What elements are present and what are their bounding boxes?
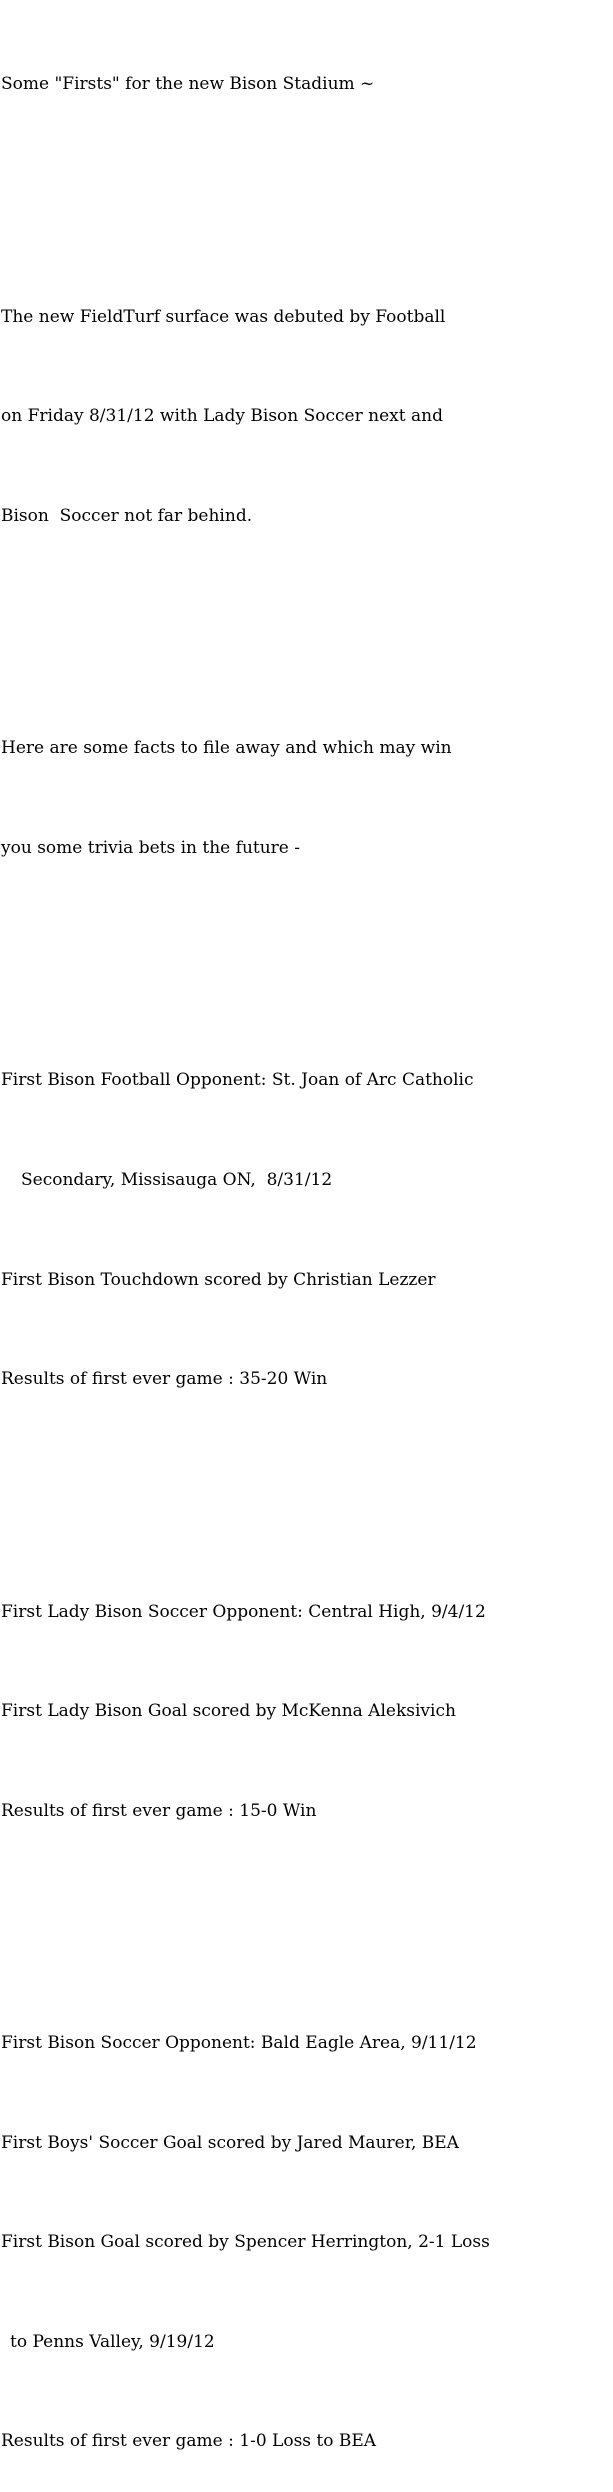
intro-line-1: The new FieldTurf surface was debuted by Football (1, 306, 446, 327)
blank-line (1, 1463, 609, 1496)
football-first-touchdown: First Bison Touchdown scored by Christian Lezzer (1, 1269, 436, 1290)
blank-line (1, 600, 609, 633)
boys-soccer-first-goal-against: First Boys' Soccer Goal scored by Jared Maurer, BEA (1, 2132, 459, 2153)
football-opponent: First Bison Football Opponent: St. Joan of Arc Catholic (1, 1070, 474, 1091)
document-title: Some "Firsts" for the new Bison Stadium ~ (1, 74, 375, 95)
blank-line (1, 1894, 609, 1927)
lady-soccer-first-goal: First Lady Bison Goal scored by McKenna Aleksivich (1, 1701, 456, 1722)
boys-soccer-first-bison-goal-continued: to Penns Valley, 9/19/12 (10, 2331, 215, 2352)
trivia-intro-line-1: Here are some facts to file away and which may win (1, 738, 452, 759)
intro-line-2: on Friday 8/31/12 with Lady Bison Soccer next and (1, 406, 443, 427)
document-body (1, 2, 609, 2492)
trivia-intro-line-2: you some trivia bets in the future - (1, 837, 301, 858)
football-first-result: Results of first ever game : 35-20 Win (1, 1369, 328, 1390)
blank-line (1, 168, 609, 201)
boys-soccer-first-result: Results of first ever game : 1-0 Loss to BEA (1, 2431, 377, 2452)
boys-soccer-first-bison-goal: First Bison Goal scored by Spencer Herrington, 2-1 Loss (1, 2232, 490, 2253)
blank-line (1, 932, 609, 965)
intro-line-3: Bison Soccer not far behind. (1, 505, 253, 526)
lady-soccer-opponent: First Lady Bison Soccer Opponent: Central High, 9/4/12 (1, 1601, 486, 1622)
football-opponent-continued: Secondary, Missisauga ON, 8/31/12 (21, 1169, 333, 1190)
lady-soccer-first-result: Results of first ever game : 15-0 Win (1, 1800, 317, 1821)
boys-soccer-opponent: First Bison Soccer Opponent: Bald Eagle Area, 9/11/12 (1, 2033, 477, 2054)
